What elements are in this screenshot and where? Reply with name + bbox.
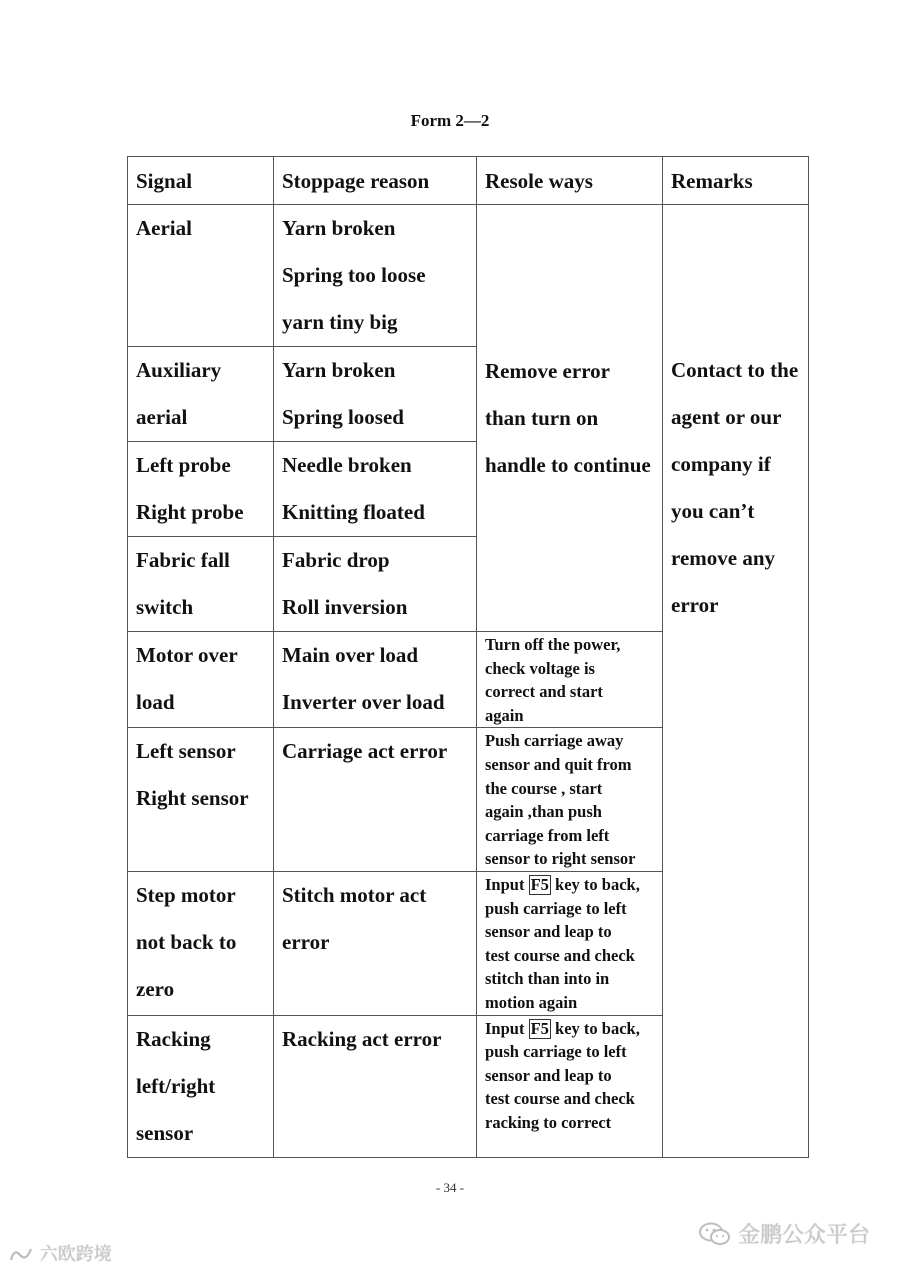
- signal-cell: Left probe Right probe: [128, 442, 274, 537]
- signal-cell: Step motor not back to zero: [128, 871, 274, 1015]
- resolve-cell: [477, 1015, 663, 1157]
- watermark-left-text: 六欧跨境: [39, 1244, 112, 1265]
- resolve-text-post: key to back, push carriage to left sensor and leap to test course and check racking to correct: [485, 1018, 640, 1132]
- watermark-logo-icon: [8, 1246, 34, 1264]
- header-signal: Signal: [128, 157, 274, 205]
- header-reason: Stoppage reason: [274, 157, 477, 205]
- signal-cell: Auxiliary aerial: [128, 347, 274, 442]
- reason-cell: Stitch motor act error: [274, 871, 477, 1015]
- resolve-cell: Turn off the power, check voltage is correct and start again: [477, 632, 663, 728]
- reason-cell: Fabric drop Roll inversion: [274, 537, 477, 632]
- stoppage-table: [127, 156, 809, 1158]
- f5-key-box: F5: [530, 1018, 549, 1038]
- shared-resolve-cell: Remove error than turn on handle to continue: [477, 205, 663, 632]
- header-resolve: Resole ways: [477, 157, 663, 205]
- header-row: [128, 157, 809, 205]
- reason-cell: Yarn broken Spring loosed: [274, 347, 477, 442]
- signal-cell: Fabric fall switch: [128, 537, 274, 632]
- wechat-icon: [698, 1221, 732, 1247]
- resolve-text-post: key to back, push carriage to left sensor and leap to test course and check stitch than into in motion again: [485, 874, 640, 1012]
- form-title: Form 2—2: [410, 111, 490, 130]
- signal-cell: Left sensor Right sensor: [128, 728, 274, 872]
- reason-cell: Main over load Inverter over load: [274, 632, 477, 728]
- watermark-right-text: 金鹏公众平台: [737, 1223, 870, 1248]
- signal-cell: Aerial: [128, 205, 274, 347]
- remarks-text: Contact to the agent or our company if you can’t remove any error: [671, 358, 799, 617]
- reason-cell: Racking act error: [274, 1015, 477, 1157]
- resolve-text-pre: Input: [485, 874, 529, 894]
- signal-cell: Motor over load: [128, 632, 274, 728]
- page-number: - 34 -: [435, 1180, 465, 1195]
- shared-remarks-cell: [663, 205, 809, 1158]
- watermark-left: [8, 1240, 112, 1266]
- reason-cell: Yarn broken Spring too loose yarn tiny big: [274, 205, 477, 347]
- resolve-text-pre: Input: [485, 1018, 529, 1038]
- table-row: [128, 205, 809, 347]
- signal-cell: Racking left/right sensor: [128, 1015, 274, 1157]
- header-remarks: Remarks: [663, 157, 809, 205]
- reason-cell: Carriage act error: [274, 728, 477, 872]
- reason-cell: Needle broken Knitting floated: [274, 442, 477, 537]
- f5-key-box: F5: [530, 874, 549, 894]
- resolve-cell: [477, 871, 663, 1015]
- resolve-cell: Push carriage away sensor and quit from the course , start again ,than push carriage from left sensor to right sensor: [477, 728, 663, 872]
- watermark-right: [698, 1218, 870, 1249]
